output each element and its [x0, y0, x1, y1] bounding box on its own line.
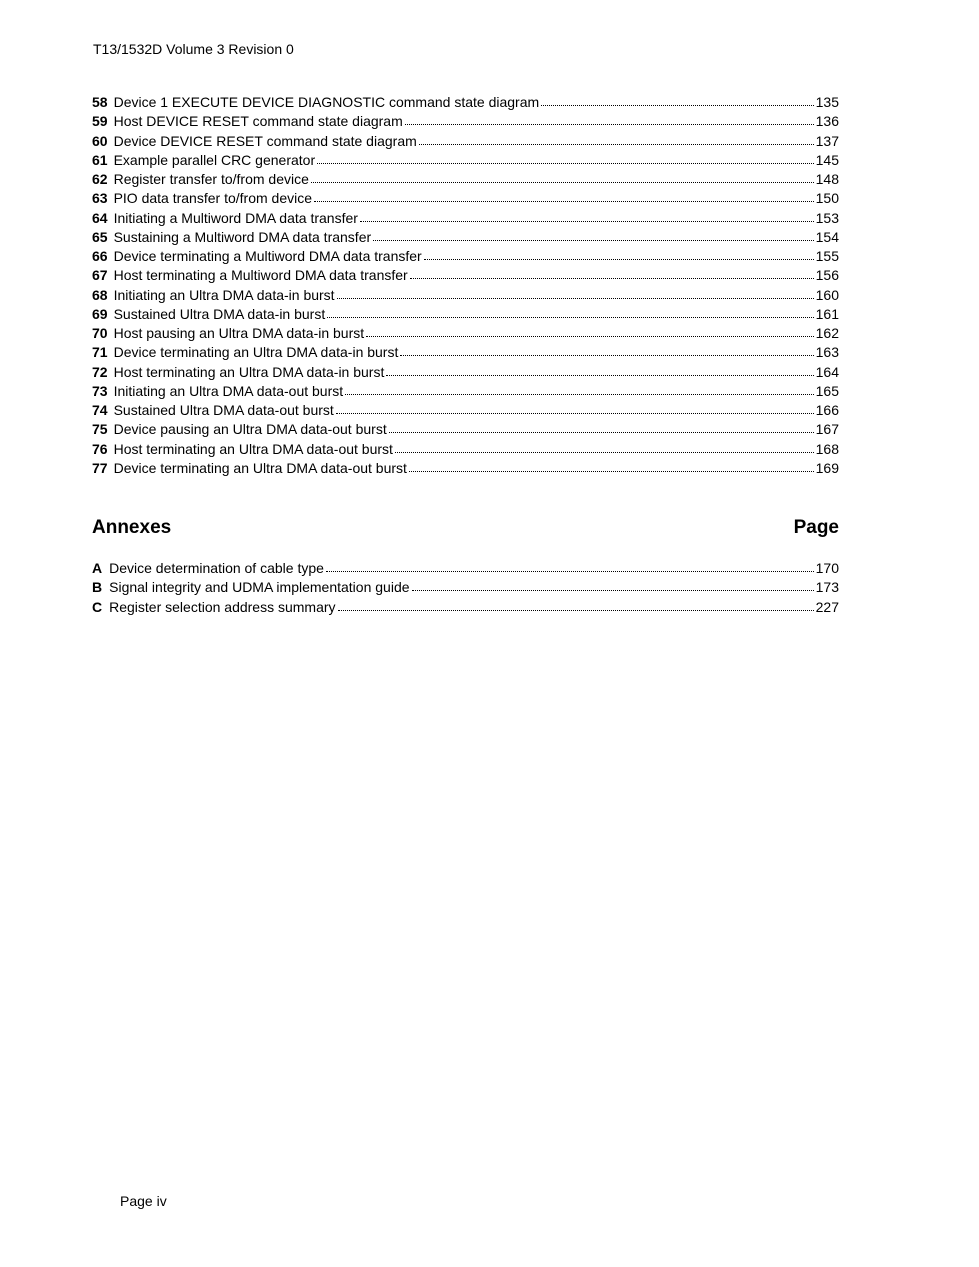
entry-page: 163: [815, 344, 839, 361]
entry-number: 76: [92, 440, 108, 457]
entry-title: Sustained Ultra DMA data-in burst: [113, 305, 326, 322]
toc-entry-figure-62[interactable]: [92, 170, 839, 189]
dot-leader: [345, 382, 814, 396]
entry-page: 145: [815, 151, 839, 168]
entry-number: C: [92, 598, 103, 615]
dot-leader: [337, 286, 814, 300]
dot-leader: [373, 228, 813, 242]
dot-leader: [327, 305, 813, 319]
entry-title: Device determination of cable type: [109, 560, 324, 576]
dot-leader: [395, 440, 814, 454]
toc-entry-figure-67[interactable]: [92, 266, 839, 285]
entry-page: 165: [815, 382, 839, 399]
entry-title: Sustaining a Multiword DMA data transfer: [113, 228, 372, 245]
entry-title: Host DEVICE RESET command state diagram: [113, 113, 403, 130]
dot-leader: [541, 93, 813, 107]
dot-leader: [338, 598, 814, 612]
toc-entry-figure-66[interactable]: [92, 247, 839, 266]
dot-leader: [412, 578, 814, 592]
entry-title: Example parallel CRC generator: [113, 151, 316, 168]
dot-leader: [409, 459, 814, 473]
entry-number: 75: [92, 421, 108, 438]
entry-page: 160: [815, 286, 839, 303]
entry-title: Initiating an Ultra DMA data-out burst: [113, 382, 344, 399]
toc-entry-figure-70[interactable]: [92, 324, 839, 343]
toc-entry-figure-76[interactable]: [92, 440, 839, 459]
entry-number: 65: [92, 228, 108, 245]
entry-number: 66: [92, 248, 108, 264]
entry-number: 71: [92, 344, 108, 361]
dot-leader: [386, 363, 813, 377]
entry-number: 62: [92, 171, 108, 187]
entry-number: 59: [92, 113, 108, 130]
dot-leader: [311, 170, 814, 184]
entry-number: 69: [92, 305, 108, 322]
toc-entry-figure-59[interactable]: [92, 112, 839, 131]
entry-page: 161: [815, 305, 839, 322]
entry-page: 154: [815, 228, 839, 245]
entry-page: 135: [815, 94, 839, 110]
entry-number: 74: [92, 402, 108, 418]
entry-title: Host terminating an Ultra DMA data-out burst: [113, 440, 393, 457]
entry-title: Host pausing an Ultra DMA data-in burst: [113, 325, 365, 341]
dot-leader: [410, 266, 814, 280]
entry-page: 148: [815, 171, 839, 187]
entry-title: Device terminating an Ultra DMA data-out burst: [113, 459, 407, 476]
entry-page: 167: [815, 421, 839, 438]
entry-page: 166: [815, 402, 839, 418]
dot-leader: [405, 112, 814, 126]
entry-page: 170: [815, 560, 839, 576]
annexes-heading: [92, 516, 839, 540]
toc-entry-figure-72[interactable]: [92, 363, 839, 382]
entry-title: Device pausing an Ultra DMA data-out burst: [113, 421, 387, 438]
annexes-page-label: Page: [793, 517, 839, 538]
toc-entry-figure-60[interactable]: [92, 132, 839, 151]
toc-entry-figure-68[interactable]: [92, 286, 839, 305]
entry-title: Register selection address summary: [109, 598, 336, 615]
dot-leader: [360, 209, 814, 223]
entry-page: 153: [815, 209, 839, 226]
entry-page: 155: [815, 248, 839, 264]
entry-title: PIO data transfer to/from device: [113, 190, 312, 207]
toc-entry-annex-b[interactable]: [92, 578, 839, 597]
entry-title: Initiating a Multiword DMA data transfer: [113, 209, 358, 226]
dot-leader: [366, 324, 813, 338]
entry-page: 137: [815, 132, 839, 149]
toc-entry-annex-c[interactable]: [92, 598, 839, 617]
dot-leader: [317, 151, 814, 165]
toc-entry-figure-74[interactable]: [92, 401, 839, 420]
dot-leader: [314, 189, 814, 203]
entry-number: 60: [92, 132, 108, 149]
toc-entry-figure-64[interactable]: [92, 209, 839, 228]
entry-page: 164: [815, 363, 839, 380]
toc-entry-figure-75[interactable]: [92, 420, 839, 439]
entry-page: 162: [815, 325, 839, 341]
dot-leader: [326, 559, 814, 573]
toc-entry-figure-65[interactable]: [92, 228, 839, 247]
dot-leader: [389, 420, 814, 434]
entry-title: Sustained Ultra DMA data-out burst: [113, 402, 334, 418]
entry-page: 173: [815, 579, 839, 596]
entry-page: 136: [815, 113, 839, 130]
entry-number: 72: [92, 363, 108, 380]
entry-number: 73: [92, 382, 108, 399]
entry-number: A: [92, 560, 103, 576]
toc-entry-figure-71[interactable]: [92, 343, 839, 362]
entry-title: Register transfer to/from device: [113, 171, 309, 187]
toc-entry-figure-58[interactable]: [92, 93, 839, 112]
entry-title: Initiating an Ultra DMA data-in burst: [113, 286, 335, 303]
running-header: T13/1532D Volume 3 Revision 0: [93, 41, 294, 57]
dot-leader: [400, 343, 813, 357]
toc-entry-figure-61[interactable]: [92, 151, 839, 170]
toc-entry-figure-77[interactable]: [92, 459, 839, 478]
figures-list: [92, 93, 839, 478]
annexes-list: [92, 559, 839, 617]
dot-leader: [336, 401, 814, 415]
entry-number: B: [92, 579, 103, 596]
entry-number: 70: [92, 325, 108, 341]
entry-number: 58: [92, 94, 108, 110]
dot-leader: [424, 247, 814, 261]
entry-page: 227: [815, 598, 839, 615]
entry-title: Device terminating a Multiword DMA data transfer: [113, 248, 422, 264]
entry-number: 63: [92, 190, 108, 207]
page-footer: Page iv: [120, 1193, 167, 1209]
toc-entry-figure-69[interactable]: [92, 305, 839, 324]
entry-number: 68: [92, 286, 108, 303]
entry-title: Host terminating a Multiword DMA data transfer: [113, 267, 408, 284]
entry-title: Device terminating an Ultra DMA data-in burst: [113, 344, 399, 361]
toc-entry-figure-63[interactable]: [92, 189, 839, 208]
entry-number: 64: [92, 209, 108, 226]
entry-page: 168: [815, 440, 839, 457]
entry-title: Host terminating an Ultra DMA data-in burst: [113, 363, 385, 380]
entry-page: 169: [815, 459, 839, 476]
entry-title: Signal integrity and UDMA implementation guide: [109, 579, 410, 596]
entry-number: 61: [92, 151, 108, 168]
dot-leader: [419, 132, 814, 146]
entry-page: 156: [815, 267, 839, 284]
entry-title: Device 1 EXECUTE DEVICE DIAGNOSTIC command state diagram: [113, 94, 540, 110]
entry-title: Device DEVICE RESET command state diagram: [113, 132, 417, 149]
entry-number: 77: [92, 459, 108, 476]
entry-number: 67: [92, 267, 108, 284]
annexes-title: Annexes: [92, 517, 172, 538]
toc-entry-figure-73[interactable]: [92, 382, 839, 401]
toc-entry-annex-a[interactable]: [92, 559, 839, 578]
entry-page: 150: [815, 190, 839, 207]
